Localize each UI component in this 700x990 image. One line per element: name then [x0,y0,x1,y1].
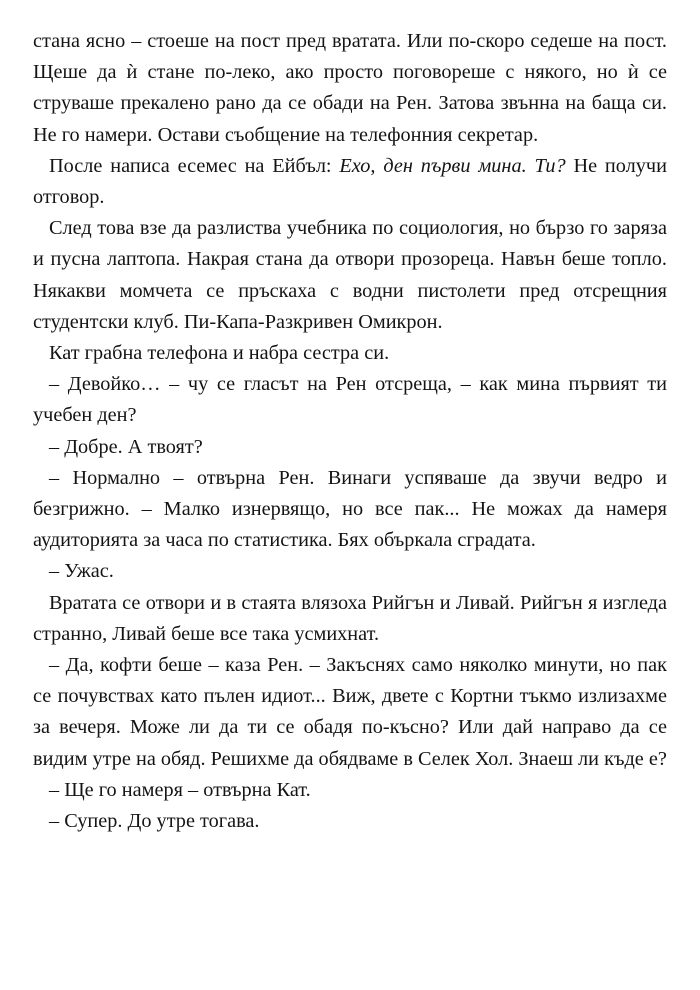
paragraph-text: После написа есемес на Ейбъл: [49,154,340,177]
dialogue-line: – Ужас. [49,560,114,583]
paragraph: Вратата се отвори и в стаята влязоха Рийгън и Ливай. Рийгън я изгледа странно, Ливай беше все така усмихнат. [33,591,667,645]
paragraph-text: Не получи отговор. [33,154,667,209]
dialogue-line: – Девойко… – чу се гласът на Рен отсреща, – как мина първият ти учебен ден? [33,373,667,427]
dialogue-line: – Добре. А твоят? [49,435,203,458]
paragraph [33,151,667,213]
paragraph: стана ясно – стоеше на пост пред вратата. Или по-скоро седеше на пост. Щеше да ѝ стане по-леко, ако просто поговореше с някого, но ѝ се струваше прекалено рано да се обади на Рен. Затова звънна на баща си. Не го намери. Остави съобщение на телефонния секретар. [33,30,667,146]
dialogue-line: – Супер. До утре тогава. [49,810,260,833]
dialogue-line: – Нормално – отвърна Рен. Винаги успяваше да звучи ведро и безгрижно. – Малко изнервящо, но все пак... Не можах да намеря аудиторията за часа по статистика. Бях объркала сградата. [33,466,667,552]
paragraph: След това взе да разлиства учебника по социология, но бързо го заряза и пусна лаптопа. Накрая стана да отвори прозореца. Навън беше топло. Някакви момчета се пръскаха с водни пистолети пред отсрещния студентски клуб. Пи-Капа-Разкривен Омикрон. [33,217,667,333]
dialogue-line: – Да, кофти беше – каза Рен. – Закъснях само няколко минути, но пак се почувствах като пълен идиот... Виж, двете с Кортни тъкмо излизахме за вечеря. Може ли да ти се обадя по-късно? Или дай направо да се видим утре на обяд. Решихме да обядваме в Селек Хол. Знаеш ли къде е? [33,654,667,770]
paragraph: Кат грабна телефона и набра сестра си. [49,342,390,365]
sms-text-italic: Ехо, ден първи мина. Ти? [339,154,566,177]
book-page [33,26,667,837]
dialogue-line: – Ще го намеря – отвърна Кат. [49,778,311,801]
